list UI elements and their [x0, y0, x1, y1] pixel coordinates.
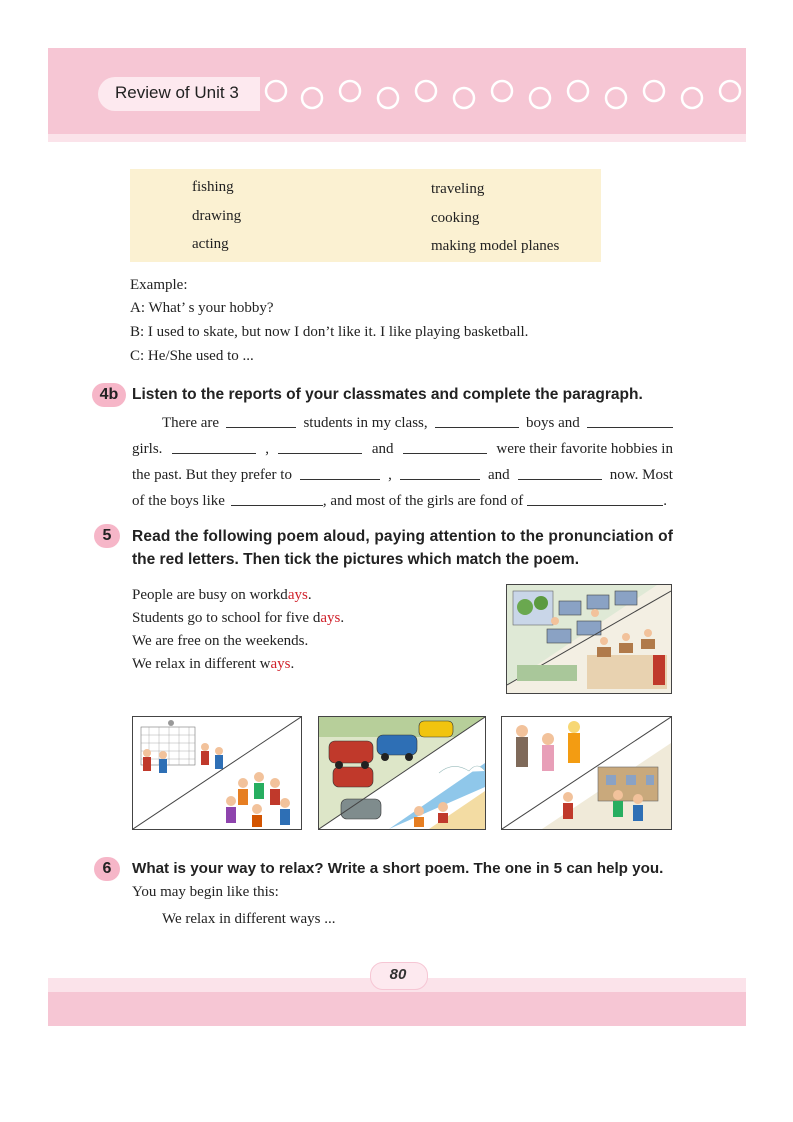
hobby-item: acting	[192, 236, 229, 252]
poem-red-letters: ays	[270, 656, 291, 672]
poem-text: Students go to school for five d	[132, 610, 321, 626]
section-5-instruction: Read the following poem aloud, paying attention to the pronunciation of	[132, 528, 674, 545]
paragraph-text: students in my class,	[303, 415, 428, 431]
paragraph-line	[132, 415, 673, 432]
poem-text: We relax in different w	[132, 656, 271, 672]
picture-school-classroom[interactable]	[506, 584, 672, 694]
page-number: 80	[389, 966, 407, 983]
poem-red-letters: ays	[320, 610, 341, 626]
picture-traffic-beach[interactable]	[318, 716, 486, 830]
paragraph-text: of the boys like	[132, 493, 225, 509]
poem-text: We are free on the weekends.	[132, 633, 309, 649]
paragraph-text: ,	[265, 441, 270, 457]
hobby-item: traveling	[431, 181, 485, 197]
paragraph-text: now. Most	[609, 467, 673, 483]
paragraph-text: and	[371, 441, 394, 457]
section-6-instruction: What is your way to relax? Write a short poem. The one in 5 can help you.	[132, 860, 664, 877]
paragraph-text: boys and	[526, 415, 580, 431]
section-number-badge: 5	[94, 524, 120, 548]
footer-band	[48, 992, 746, 1026]
paragraph-line	[132, 493, 673, 510]
section-4b-instruction: Listen to the reports of your classmates and complete the paragraph.	[132, 386, 643, 403]
paragraph-text: There are	[162, 415, 220, 431]
fill-blank[interactable]	[518, 467, 602, 480]
section-number-badge: 4b	[92, 383, 126, 407]
paragraph-text: , and most of the girls are fond of	[322, 493, 524, 509]
fill-blank[interactable]	[278, 441, 362, 454]
hobby-item: fishing	[192, 179, 234, 195]
fill-blank[interactable]	[403, 441, 487, 454]
picture-sports-dancing[interactable]	[132, 716, 302, 830]
section-6-starter: We relax in different ways ...	[162, 911, 336, 927]
paragraph-text: and	[487, 467, 510, 483]
example-line-c: C: He/She used to ...	[130, 348, 254, 364]
poem-line	[132, 656, 294, 673]
example-line-b: B: I used to skate, but now I don’t like it. I like playing basketball.	[130, 324, 529, 340]
fill-blank[interactable]	[400, 467, 480, 480]
fill-blank[interactable]	[300, 467, 380, 480]
example-line-a: A: What’ s your hobby?	[130, 300, 274, 316]
fill-blank[interactable]	[587, 415, 673, 428]
fill-blank[interactable]	[435, 415, 519, 428]
poem-text: .	[290, 656, 295, 672]
poem-red-letters: ays	[287, 587, 308, 603]
section-number-badge: 6	[94, 857, 120, 881]
section-5-instruction: the red letters. Then tick the pictures which match the poem.	[132, 551, 580, 568]
picture-family-street[interactable]	[501, 716, 672, 830]
paragraph-text: .	[663, 493, 668, 509]
paragraph-line	[132, 441, 673, 458]
fill-blank[interactable]	[226, 415, 296, 428]
poem-text: .	[340, 610, 345, 626]
paragraph-text: ,	[388, 467, 392, 483]
hobby-item: cooking	[431, 210, 480, 226]
poem-line	[132, 610, 344, 627]
paragraph-text: were their favorite hobbies in	[496, 441, 673, 457]
paragraph-text: girls.	[132, 441, 163, 457]
paragraph-text: the past. But they prefer to	[132, 467, 292, 483]
section-6-hint: You may begin like this:	[132, 884, 279, 900]
fill-blank[interactable]	[527, 493, 663, 506]
poem-text: People are busy on workd	[132, 587, 288, 603]
fill-blank[interactable]	[172, 441, 256, 454]
fill-blank[interactable]	[231, 493, 323, 506]
poem-text: .	[307, 587, 312, 603]
hobby-item: making model planes	[431, 238, 560, 254]
poem-line	[132, 633, 308, 650]
hobby-item: drawing	[192, 208, 242, 224]
example-label: Example:	[130, 277, 188, 293]
poem-line	[132, 587, 312, 604]
paragraph-line	[132, 467, 673, 484]
page-title: Review of Unit 3	[115, 83, 239, 102]
